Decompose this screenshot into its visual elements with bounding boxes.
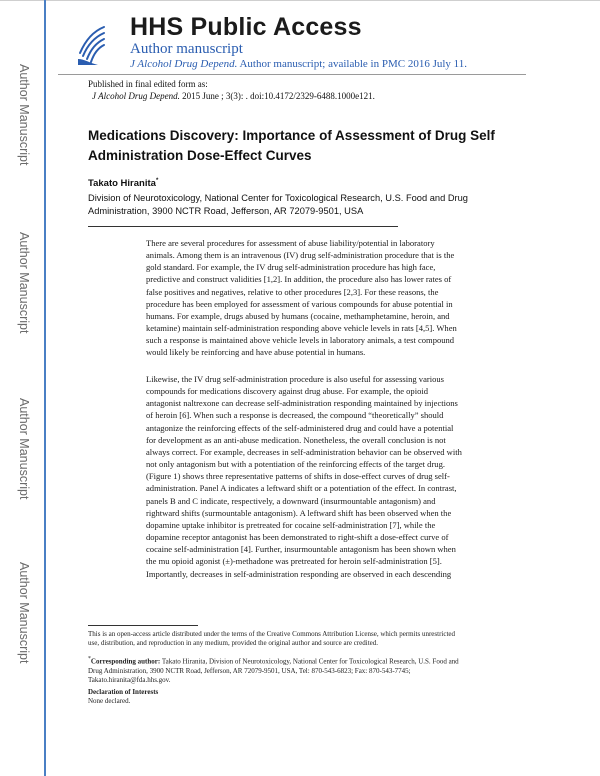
header-divider bbox=[58, 74, 526, 75]
published-label: Published in final edited form as: bbox=[88, 79, 208, 89]
text-line: of heroin [6]. When such a response is decreased, the compound “theoretically” should bbox=[146, 410, 444, 421]
text-line: always correct. For example, decreases in self-administration behavior can be observed with bbox=[146, 446, 462, 457]
footnote-divider bbox=[88, 625, 198, 626]
header-citation-rest: Author manuscript; available in PMC 2016 July 11. bbox=[237, 58, 468, 70]
text-line: dopamine uptake inhibitor is pretreated for cocaine self-administration [7], while the bbox=[146, 519, 436, 530]
body-paragraph-2 bbox=[146, 373, 518, 580]
text-line: administration. Panel A indicates a leftward shift or a potentiation of the effect. In contrast, bbox=[146, 483, 457, 494]
body-paragraph-1 bbox=[146, 237, 518, 359]
text-line: such a response is maintained above vehicle levels in laboratory animals, a test compound bbox=[146, 335, 455, 346]
text-line: rightward shifts (surmountable antagonism). A leftward shift has been observed when the bbox=[146, 507, 452, 518]
hhs-public-access-title: HHS Public Access bbox=[130, 13, 362, 41]
text-line: humans. For example, drugs abused by humans (cocaine, methamphetamine, heroin, and bbox=[146, 310, 450, 321]
margin-label-author-manuscript: Author Manuscript bbox=[17, 232, 31, 334]
text-line: would likely be reinforcing and have abuse potential in humans. bbox=[146, 347, 366, 358]
author-name[interactable] bbox=[88, 178, 158, 189]
text-line: for development as an anti-abuse medication. Nonetheless, the overall conclusion is not bbox=[146, 434, 446, 445]
text-line: compounds for medications discovery against drug abuse. For example, the opioid bbox=[146, 386, 428, 397]
hhs-eagle-logo-icon bbox=[74, 23, 108, 67]
top-edge-line bbox=[0, 0, 600, 1]
text-line: (Figure 1) shows three representative patterns of shifts in dose-effect curves of drug self- bbox=[146, 471, 450, 482]
declaration-heading: Declaration of Interests bbox=[88, 688, 159, 696]
corr-text: Takato Hiranita, Division of Neurotoxicology, National Center for Toxicological Research, U.S. Food and bbox=[160, 657, 459, 666]
text-line: predictive and construct validities [1,2]. In addition, the procedure also has lower rates of bbox=[146, 274, 452, 285]
text-line: gold standard. For example, the IV drug self-administration procedure has high face, bbox=[146, 262, 436, 273]
published-journal: J Alcohol Drug Depend. bbox=[92, 91, 180, 101]
corr-label: Corresponding author: bbox=[90, 657, 161, 666]
text-line: cocaine self-administration [4]. Further, insurmountable antagonism has been shown when bbox=[146, 544, 456, 555]
text-line: panels B and C indicate, respectively, a downward (insurmountable antagonism) and bbox=[146, 495, 436, 506]
footnote-line: use, distribution, and reproduction in any medium, provided the original author and source are credited. bbox=[88, 639, 379, 648]
text-line: not only antagonism but with a potentiation of the reinforcing effects of the target drug. bbox=[146, 459, 445, 470]
footnote-line: This is an open-access article distributed under the terms of the Creative Commons Attribution License, which permits unrestricted bbox=[88, 630, 456, 638]
footnote-line bbox=[88, 655, 518, 667]
license-footnote bbox=[88, 630, 518, 648]
header-citation bbox=[130, 58, 467, 70]
footnote-line: Drug Administration, 3900 NCTR Road, Jefferson, AR 72079-9501, USA, Tel: 870-543-6823; Fax: 870-543-7745; bbox=[88, 666, 411, 675]
text-line: ketamine) maintain self-administration responding above vehicle levels in rats [4,5]. When bbox=[146, 323, 457, 334]
text-line: Importantly, decreases in self-administration responding are observed in each descending bbox=[146, 568, 452, 579]
affiliation-line: Administration, 3900 NCTR Road, Jefferson, AR 72079-9501, USA bbox=[88, 206, 364, 216]
author-name-text: Takato Hiranita bbox=[88, 178, 156, 190]
declaration-of-interests bbox=[88, 688, 518, 706]
text-line: false positives and negatives, relative to other procedures [2,3]. For these reasons, the bbox=[146, 286, 439, 297]
text-line: procedure has been employed for assessment of various compounds for abuse potential in bbox=[146, 298, 453, 309]
header-journal-name[interactable]: J Alcohol Drug Depend. bbox=[130, 58, 238, 70]
margin-blue-bar bbox=[44, 0, 46, 776]
margin-label-author-manuscript: Author Manuscript bbox=[17, 64, 31, 166]
author-manuscript-subtitle: Author manuscript bbox=[130, 41, 243, 57]
article-title: Medications Discovery: Importance of Assessment of Drug Self Administration Dose-Effect Curves bbox=[88, 128, 495, 163]
text-line: the mu opioid agonist (±)-methadone was pretreated for heroin self-administration [5]. bbox=[146, 556, 442, 567]
text-line: Likewise, the IV drug self-administration procedure is also useful for assessing various bbox=[146, 374, 444, 384]
margin-label-author-manuscript: Author Manuscript bbox=[17, 562, 31, 664]
margin-label-author-manuscript: Author Manuscript bbox=[17, 398, 31, 500]
published-details: 2015 June ; 3(3): . doi:10.4172/2329-6488.1000e121. bbox=[179, 91, 375, 101]
declaration-text: None declared. bbox=[88, 697, 131, 706]
corresponding-author-footnote bbox=[88, 655, 518, 685]
text-line: antagonize the reinforcing effects of the self-administered drug and could have a potential bbox=[146, 422, 454, 433]
text-line: dopamine receptor antagonist has been demonstrated to right-shift a dose-effect curve of bbox=[146, 532, 449, 543]
author-mark: * bbox=[155, 178, 159, 184]
author-affiliation bbox=[88, 192, 518, 218]
affiliation-divider bbox=[88, 226, 398, 227]
corr-email[interactable]: Takato.hiranita@fda.hhs.gov. bbox=[88, 675, 171, 684]
published-citation bbox=[92, 91, 375, 101]
corr-mark: * bbox=[88, 656, 91, 662]
text-line: animals. Among them is an intravenous (IV) drug self-administration procedure that is the bbox=[146, 250, 455, 261]
text-line: antagonist naltrexone can decrease self-administration responding maintained by injections bbox=[146, 398, 458, 409]
text-line: There are several procedures for assessment of abuse liability/potential in laboratory bbox=[146, 238, 435, 248]
affiliation-line: Division of Neurotoxicology, National Center for Toxicological Research, U.S. Food and Drug bbox=[88, 193, 468, 203]
